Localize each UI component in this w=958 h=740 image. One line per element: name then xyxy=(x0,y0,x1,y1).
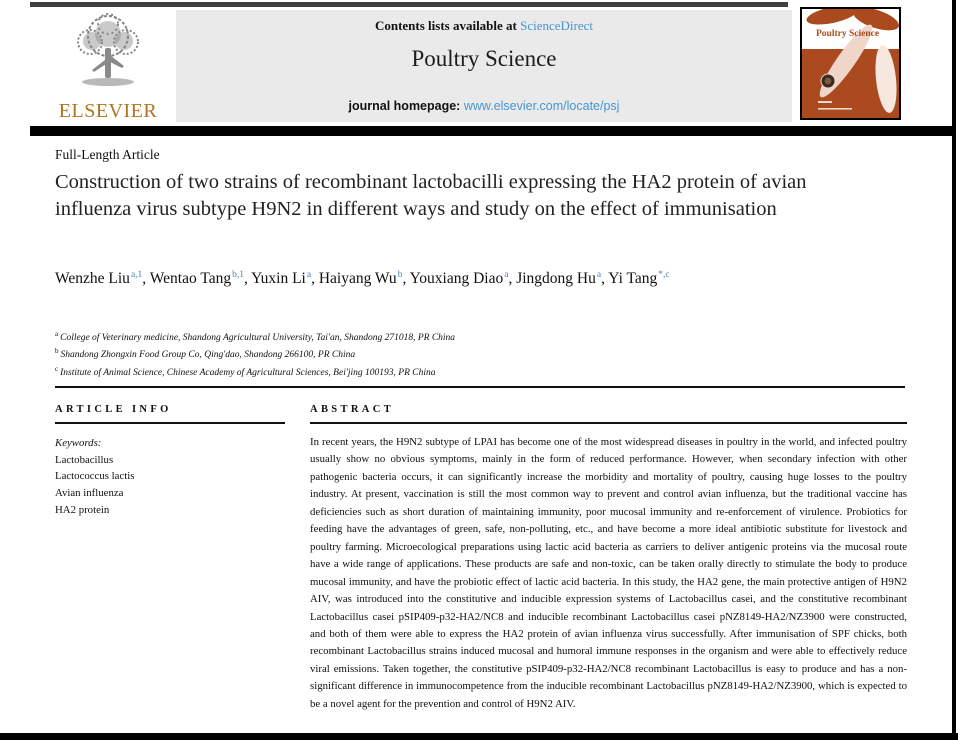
abstract-column xyxy=(310,404,907,713)
keyword: Avian influenza xyxy=(55,487,124,500)
keyword: HA2 protein xyxy=(55,503,110,516)
affiliation: $^b$ Shandong Zhongxin Food Group Co, Qing'dao, Shandong 266100, PR China xyxy=(55,347,356,361)
cover-art xyxy=(802,9,899,118)
homepage-label: journal homepage: xyxy=(348,99,464,113)
header-divider-bar xyxy=(30,126,955,136)
article-info-heading: ARTICLE INFO xyxy=(55,404,172,415)
article-info-rule xyxy=(55,422,285,424)
elsevier-tree-icon xyxy=(62,10,154,94)
cover-journal-title: Poultry Science xyxy=(816,29,880,39)
affiliation: $^a$ College of Veterinary medicine, Shandong Agricultural University, Tai'an, Shandong 271018, PR China xyxy=(55,330,456,344)
section-divider-rule xyxy=(55,386,905,388)
article-type-label: Full-Length Article xyxy=(55,147,160,162)
author: Yuxin Li$^a$ xyxy=(251,269,312,287)
contents-line xyxy=(176,18,792,34)
journal-title: Poultry Science xyxy=(411,46,557,71)
bottom-rule xyxy=(0,733,958,740)
elsevier-wordmark: ELSEVIER xyxy=(58,100,158,122)
keyword: Lactobacillus xyxy=(55,453,114,466)
author: Youxiang Diao$^a$ xyxy=(409,269,509,287)
affiliation: $^c$ Institute of Animal Science, Chinese Academy of Agricultural Sciences, Bei'jing 100193, PR China xyxy=(55,364,436,378)
author: Wenzhe Liu$^{a,1}$ xyxy=(55,269,143,287)
abstract-rule xyxy=(310,422,907,424)
article-info-column xyxy=(55,404,285,519)
journal-header-box xyxy=(176,10,792,122)
author-superscript: b xyxy=(397,269,403,280)
author-superscript: a xyxy=(504,269,509,280)
abstract-text: In recent years, the H9N2 subtype of LPAI has become one of the most widespread diseases in poultry in the world, and infected poultry usually show no obvious symptoms, mainly in the form of reduced performance. However, when secondary infection with other pathogenic bacteria occurs, it can significantly increase the morbidity and mortality of poultry, causing huge losses to the poultry industry. At present, vaccination is still the most common way to prevent and control avian influenza, but the traditional vaccine has deficiencies such as short duration of maintaining immunity, poor mucosal immunity and re-enforcement of virulence. Probiotics for feeding have the advantages of green, safe, non-polluting, etc., and have become a more ideal antibiotic substitute for livestock and poultry farming. Microecological preparations using lactic acid bacteria as carriers to deliver antigenic proteins via the mucosal route have a wide range of applications. These products are safe and non-toxic, can be taken orally directly to stimulate the body to produce mucosal immunity, and have the probiotic effect of lactic acid bacteria. In this study, the HA2 gene, the main protective antigen of H9N2 AIV, was introduced into the constitutive and inducible expression systems of Lactobacillus casei, and the constitutive recombinant Lactobacillus casei pSIP409-p32-HA2/NC8 and inducible recombinant Lactobacillus casei pNZ8149-HA2/NZ3900 were constructed, and both of them were able to express the HA2 protein of avian influenza virus successfully. After immunisation of SPF chicks, both recombinant Lactobacillus strains induced mucosal and humoral immune responses in the organism and were able to effectively reduce viral emissions. Taken together, the constitutive pSIP409-p32-HA2/NC8 recombinant Lactobacillus is easy to produce and has a non-significant difference in immunocompetence from the inducible recombinant Lactobacillus pNZ8149-HA2/NZ3900, which is expected to be a novel agent for the prevention and control of H9N2 AIV. xyxy=(310,436,907,710)
author-superscript: *,c xyxy=(658,269,670,280)
homepage-line xyxy=(176,99,792,113)
author-list: Wenzhe Liu$^{a,1}$, Wentao Tang$^{b,1}$, Yuxin Li$^a$, Haiyang Wu$^b$, Youxiang Diao$^a$, Jingdong Hu$^a$, Yi Tang$^{*,c}$ xyxy=(55,269,670,287)
elsevier-logo xyxy=(45,10,171,122)
affiliation-list xyxy=(55,329,895,381)
right-edge-rule xyxy=(952,0,956,740)
author-superscript: b,1 xyxy=(232,269,244,280)
author-superscript: a,1 xyxy=(130,269,143,280)
journal-cover-thumbnail xyxy=(800,7,901,120)
keywords-block xyxy=(55,435,285,519)
author-superscript: a xyxy=(596,269,602,280)
author: Yi Tang$^{*,c}$ xyxy=(608,269,670,287)
keyword-list xyxy=(55,452,285,519)
author: Wentao Tang$^{b,1}$ xyxy=(149,269,244,287)
contents-prefix: Contents lists available at xyxy=(374,18,521,33)
author-superscript: a xyxy=(306,269,312,280)
author: Jingdong Hu$^a$ xyxy=(516,269,602,287)
keyword: Lactococcus lactis xyxy=(55,470,135,483)
keywords-label: Keywords: xyxy=(55,437,102,449)
paper-title: Construction of two strains of recombinant lactobacilli expressing the HA2 protein of avian influenza virus subtype H9N2 in different ways and study on the effect of immunisation xyxy=(55,171,807,221)
sciencedirect-link[interactable]: ScienceDirect xyxy=(520,18,594,33)
homepage-link[interactable]: www.elsevier.com/locate/psj xyxy=(463,99,620,113)
author: Haiyang Wu$^b$ xyxy=(318,269,403,287)
abstract-heading: ABSTRACT xyxy=(310,404,395,415)
top-rule xyxy=(30,2,788,7)
